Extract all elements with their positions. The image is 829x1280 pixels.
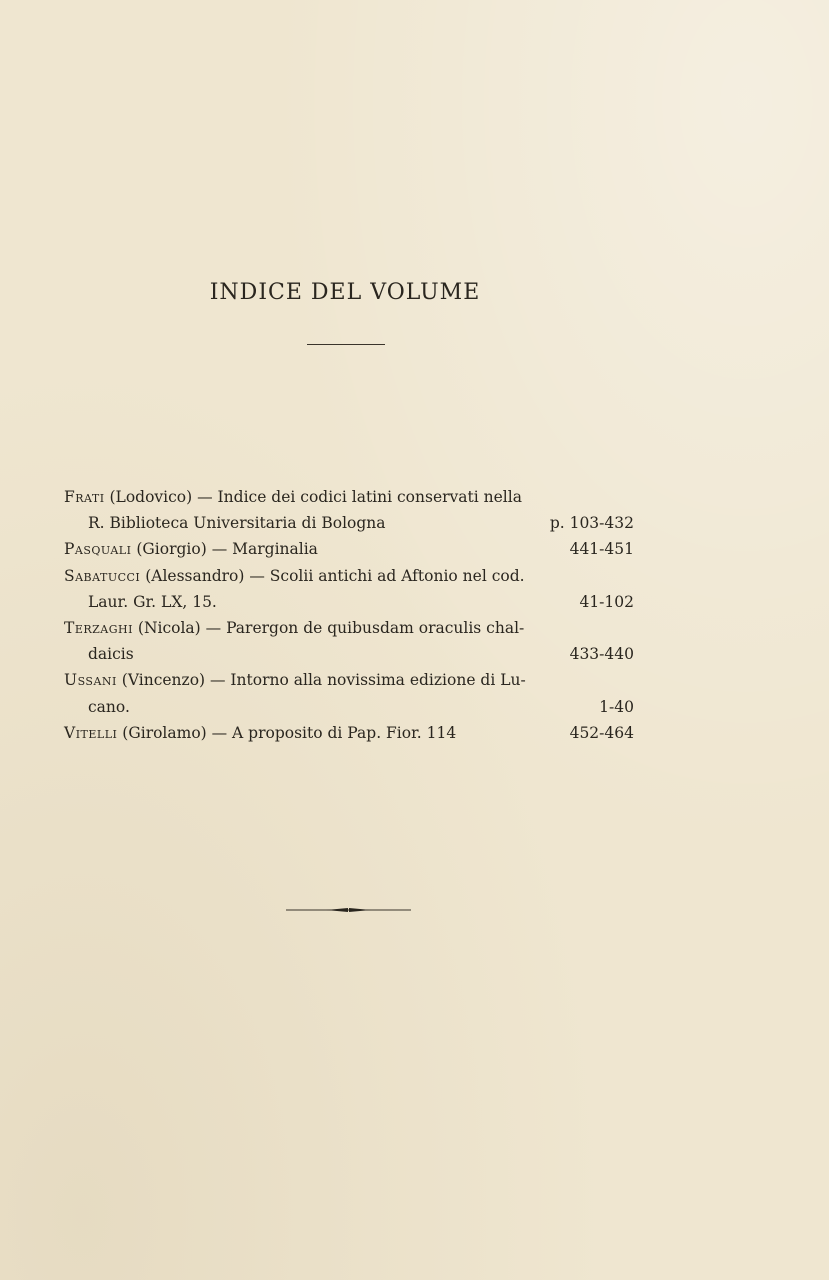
entry-continuation: R. Biblioteca Universitaria di Bologna	[88, 514, 386, 533]
entry-text	[64, 720, 456, 746]
page-title: INDICE DEL VOLUME	[209, 280, 481, 305]
index-entry-frati	[64, 484, 634, 510]
entry-text	[64, 536, 318, 562]
entry-title: (Lodovico) — Indice dei codici latini conservati nella	[104, 488, 522, 506]
author-surname: Pasquali	[64, 540, 132, 559]
entry-text	[64, 667, 526, 693]
index-entry-sabatucci-cont	[64, 589, 634, 615]
index-entry-terzaghi	[64, 615, 634, 641]
entry-pages: 452-464	[569, 723, 634, 742]
entry-text	[64, 563, 525, 589]
entry-title: (Alessandro) — Scolii antichi ad Aftonio nel cod.	[140, 566, 525, 585]
index-entry-pasquali	[64, 536, 634, 562]
entry-pages: 41-102	[579, 592, 634, 611]
entry-pages: 433-440	[569, 645, 634, 664]
index-entry-vitelli	[64, 720, 634, 746]
ornament-rule	[286, 903, 411, 917]
author-surname: Frati	[64, 488, 105, 506]
entry-title: (Nicola) — Parergon de quibusdam oraculis chal-	[132, 618, 525, 637]
entry-pages: p. 103-432	[549, 514, 634, 533]
entry-pages: 1-40	[599, 697, 634, 716]
title-rule	[307, 344, 385, 345]
entry-title: (Giorgio) — Marginalia	[131, 540, 318, 559]
index-list	[64, 484, 634, 746]
index-entry-ussani-cont	[64, 694, 634, 720]
author-surname: Vitelli	[64, 723, 118, 742]
author-surname: Terzaghi	[64, 618, 133, 637]
author-surname: Sabatucci	[64, 566, 141, 585]
entry-text	[64, 484, 522, 510]
entry-title: (Girolamo) — A proposito di Pap. Fior. 114	[117, 723, 457, 742]
index-entry-terzaghi-cont	[64, 641, 634, 667]
entry-text	[64, 615, 524, 641]
entry-continuation: daicis	[88, 645, 134, 664]
entry-continuation: cano.	[88, 697, 130, 716]
index-entry-ussani	[64, 667, 634, 693]
entry-title: (Vincenzo) — Intorno alla novissima edizione di Lu-	[116, 671, 526, 690]
entry-pages: 441-451	[569, 540, 634, 559]
index-entry-sabatucci	[64, 563, 634, 589]
author-surname: Ussani	[64, 671, 117, 690]
entry-continuation: Laur. Gr. LX, 15.	[88, 592, 217, 611]
index-entry-frati-cont	[64, 510, 634, 536]
